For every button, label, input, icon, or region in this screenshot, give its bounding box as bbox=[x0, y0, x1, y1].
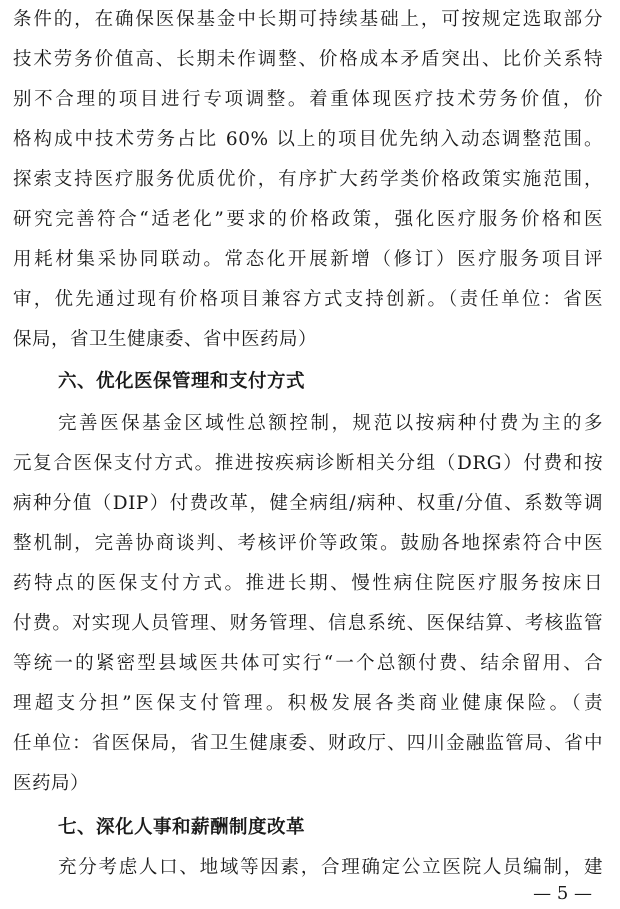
paragraph-2-line-10: 医药局） bbox=[13, 773, 90, 794]
paragraph-1-line-2: 技术劳务价值高、长期未作调整、价格成本矛盾突出、比价关系特 bbox=[13, 49, 603, 70]
section-heading-6: 六、优化医保管理和支付方式 bbox=[58, 371, 306, 392]
page-number: — 5 — bbox=[533, 883, 592, 904]
paragraph-2-line-8: 理超支分担”医保支付管理。积极发展各类商业健康保险。（责 bbox=[13, 693, 603, 714]
paragraph-3-line-1: 充分考虑人口、地域等因素，合理确定公立医院人员编制，建 bbox=[58, 857, 603, 878]
paragraph-1-line-6: 研究完善符合“适老化”要求的价格政策，强化医疗服务价格和医 bbox=[13, 209, 603, 230]
paragraph-2-line-5: 药特点的医保支付方式。推进长期、慢性病住院医疗服务按床日 bbox=[13, 573, 603, 594]
paragraph-2-line-1: 完善医保基金区域性总额控制，规范以按病种付费为主的多 bbox=[58, 413, 603, 434]
paragraph-2-line-7: 等统一的紧密型县域医共体可实行“一个总额付费、结余留用、合 bbox=[13, 653, 603, 674]
paragraph-1-line-7: 用耗材集采协同联动。常态化开展新增（修订）医疗服务项目评 bbox=[13, 249, 603, 270]
section-heading-7: 七、深化人事和薪酬制度改革 bbox=[58, 817, 306, 838]
paragraph-2-line-4: 整机制，完善协商谈判、考核评价等政策。鼓励各地探索符合中医 bbox=[13, 533, 603, 554]
paragraph-1-line-4: 格构成中技术劳务占比 60% 以上的项目优先纳入动态调整范围。 bbox=[13, 129, 603, 150]
paragraph-1-line-1: 条件的，在确保医保基金中长期可持续基础上，可按规定选取部分 bbox=[13, 9, 603, 30]
paragraph-2-line-2: 元复合医保支付方式。推进按疾病诊断相关分组（DRG）付费和按 bbox=[13, 453, 603, 474]
paragraph-1-line-9: 保局，省卫生健康委、省中医药局） bbox=[13, 329, 318, 350]
paragraph-1-line-5: 探索支持医疗服务优质优价，有序扩大药学类价格政策实施范围， bbox=[13, 169, 603, 190]
paragraph-1-line-8: 审，优先通过现有价格项目兼容方式支持创新。（责任单位：省医 bbox=[13, 289, 603, 310]
paragraph-1-line-3: 别不合理的项目进行专项调整。着重体现医疗技术劳务价值，价 bbox=[13, 89, 603, 110]
paragraph-2-line-9: 任单位：省医保局，省卫生健康委、财政厅、四川金融监管局、省中 bbox=[13, 733, 603, 754]
paragraph-2-line-3: 病种分值（DIP）付费改革，健全病组/病种、权重/分值、系数等调 bbox=[13, 493, 603, 514]
paragraph-2-line-6: 付费。对实现人员管理、财务管理、信息系统、医保结算、考核监管 bbox=[13, 613, 603, 634]
